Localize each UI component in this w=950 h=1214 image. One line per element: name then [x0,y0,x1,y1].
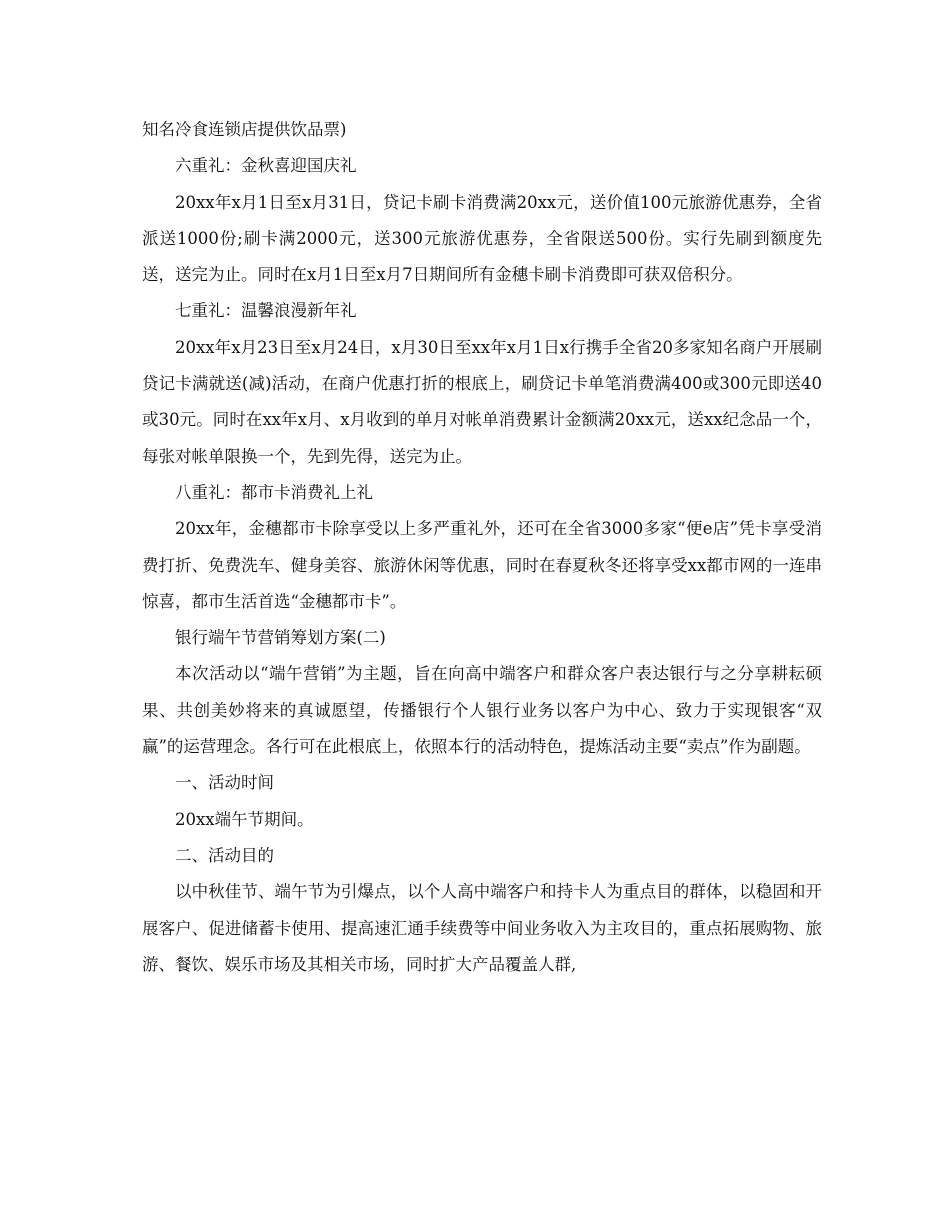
paragraph-4: 20xx年x月23日至x月24日，x月30日至xx年x月1日x行携手全省20多家知名商户开展刷贷记卡满就送(减)活动，在商户优惠打折的根底上，刷贷记卡单笔消费满400或300元即送40或30元。同时在xx年x月、x月收到的单月对帐单消费累计金额满20xx元，送xx纪念品一个，每张对帐单限换一个，先到先得，送完为止。 [142,337,822,466]
paragraph-6: 20xx年，金穗都市卡除享受以上多严重礼外，还可在全省3000多家“便e店”凭卡享受消费打折、免费洗车、健身美容、旅游休闲等优惠，同时在春夏秋冬还将享受xx都市网的一连串惊喜，都市生活首选“金穗都市卡”。 [142,519,822,611]
paragraph-12: 以中秋佳节、端午节为引爆点，以个人高中端客户和持卡人为重点目的群体，以稳固和开展客户、促进储蓄卡使用、提高速汇通手续费等中间业务收入为主攻目的，重点拓展购物、旅游、餐饮、娱乐市场及其相关市场，同时扩大产品覆盖人群, [142,882,822,974]
document-title-plan-two: 银行端午节营销筹划方案(二) [175,628,386,648]
paragraph-8: 本次活动以“端午营销”为主题，旨在向高中端客户和群众客户表达银行与之分享耕耘硕果、共创美妙将来的真诚愿望，传播银行个人银行业务以客户为中心、致力于实现银客“双赢”的运营理念。各行可在此根底上，依照本行的活动特色，提炼活动主要“卖点”作为副题。 [142,664,822,757]
document-page [142,112,822,983]
paragraph-0: 知名冷食连锁店提供饮品票) [142,120,347,139]
paragraph-2: 20xx年x月1日至x月31日，贷记卡刷卡消费满20xx元，送价值100元旅游优惠券，全省派送1000份;刷卡满2000元，送300元旅游优惠券，全省限送500份。实行先刷到额度先送，送完为止。同时在x月1日至x月7日期间所有金穗卡刷卡消费即可获双倍积分。 [142,192,822,285]
section-heading-sixth-gift: 六重礼：金秋喜迎国庆礼 [175,156,357,176]
section-heading-seventh-gift: 七重礼：温馨浪漫新年礼 [175,301,357,321]
paragraph-10: 20xx端午节期间。 [175,809,314,829]
section-heading-activity-time: 一、活动时间 [175,773,274,793]
section-heading-eighth-gift: 八重礼：都市卡消费礼上礼 [175,482,373,502]
section-heading-activity-purpose: 二、活动目的 [175,845,274,865]
